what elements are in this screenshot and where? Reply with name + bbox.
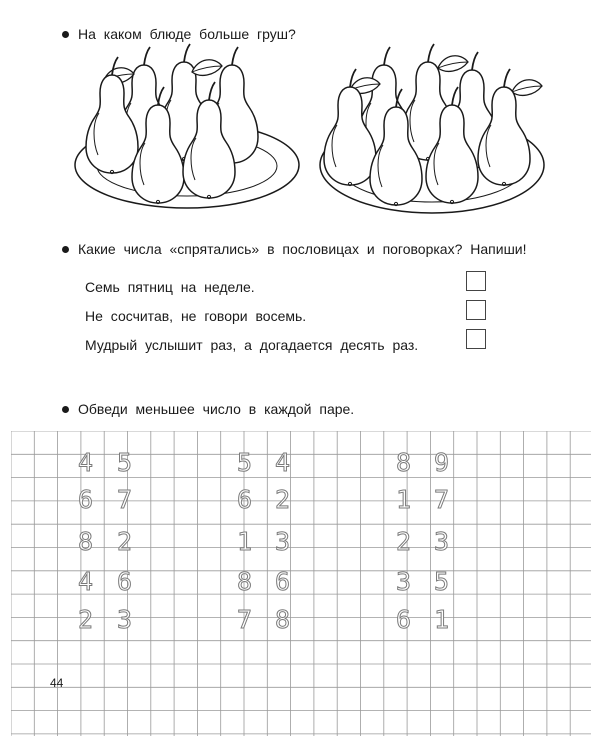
traced-digit[interactable]: 6 (237, 485, 253, 514)
pear-plates-illustration (0, 0, 600, 240)
task-compare-text: Обведи меньшее число в каждой паре. (78, 401, 355, 417)
left-plate (75, 44, 299, 208)
traced-digit[interactable]: 8 (275, 605, 291, 634)
traced-digit[interactable]: 6 (117, 567, 133, 596)
traced-digit[interactable]: 8 (237, 567, 253, 596)
bullet-icon (62, 406, 69, 413)
task-compare (62, 401, 354, 417)
page-number: 44 (50, 676, 64, 690)
traced-digit[interactable]: 1 (237, 527, 253, 556)
task-pears-text: На каком блюде больше груш? (78, 26, 296, 42)
traced-digit[interactable]: 2 (275, 485, 291, 514)
traced-digit[interactable]: 3 (275, 527, 291, 556)
traced-digit[interactable]: 2 (78, 605, 94, 634)
task-proverbs (62, 241, 527, 257)
proverb-3: Мудрый услышит раз, а догадается десять раз. (85, 337, 419, 353)
traced-digit[interactable]: 7 (237, 605, 253, 634)
traced-digit[interactable]: 3 (434, 527, 450, 556)
proverb-2: Не сосчитав, не говори восемь. (85, 308, 307, 324)
traced-digit[interactable]: 6 (275, 567, 291, 596)
right-plate (320, 44, 544, 213)
traced-digit[interactable]: 1 (434, 605, 450, 634)
traced-digit[interactable]: 4 (275, 448, 291, 477)
answer-box-2[interactable] (466, 300, 486, 320)
answer-box-3[interactable] (466, 329, 486, 349)
traced-digit[interactable]: 4 (78, 567, 94, 596)
traced-digit[interactable]: 3 (117, 605, 133, 634)
traced-digit[interactable]: 3 (396, 567, 412, 596)
traced-digit[interactable]: 5 (237, 448, 253, 477)
right-plate-pears (324, 44, 542, 206)
traced-digit[interactable]: 5 (117, 448, 133, 477)
traced-digit[interactable]: 6 (396, 605, 412, 634)
traced-digit[interactable]: 1 (396, 485, 412, 514)
traced-digit[interactable]: 7 (117, 485, 133, 514)
traced-digit[interactable]: 7 (434, 485, 450, 514)
traced-digit[interactable]: 8 (78, 527, 94, 556)
traced-digit[interactable]: 2 (396, 527, 412, 556)
traced-digit[interactable]: 4 (78, 448, 94, 477)
answer-box-1[interactable] (466, 271, 486, 291)
task-proverbs-text: Какие числа «спрятались» в пословицах и поговорках? Напиши! (78, 241, 527, 257)
bullet-icon (62, 246, 69, 253)
traced-digit[interactable]: 5 (434, 567, 450, 596)
squared-paper-grid (11, 431, 591, 736)
traced-digit[interactable]: 6 (78, 485, 94, 514)
traced-digit[interactable]: 9 (434, 448, 450, 477)
traced-digit[interactable]: 8 (396, 448, 412, 477)
proverb-1: Семь пятниц на неделе. (85, 279, 255, 295)
traced-digit[interactable]: 2 (117, 527, 133, 556)
